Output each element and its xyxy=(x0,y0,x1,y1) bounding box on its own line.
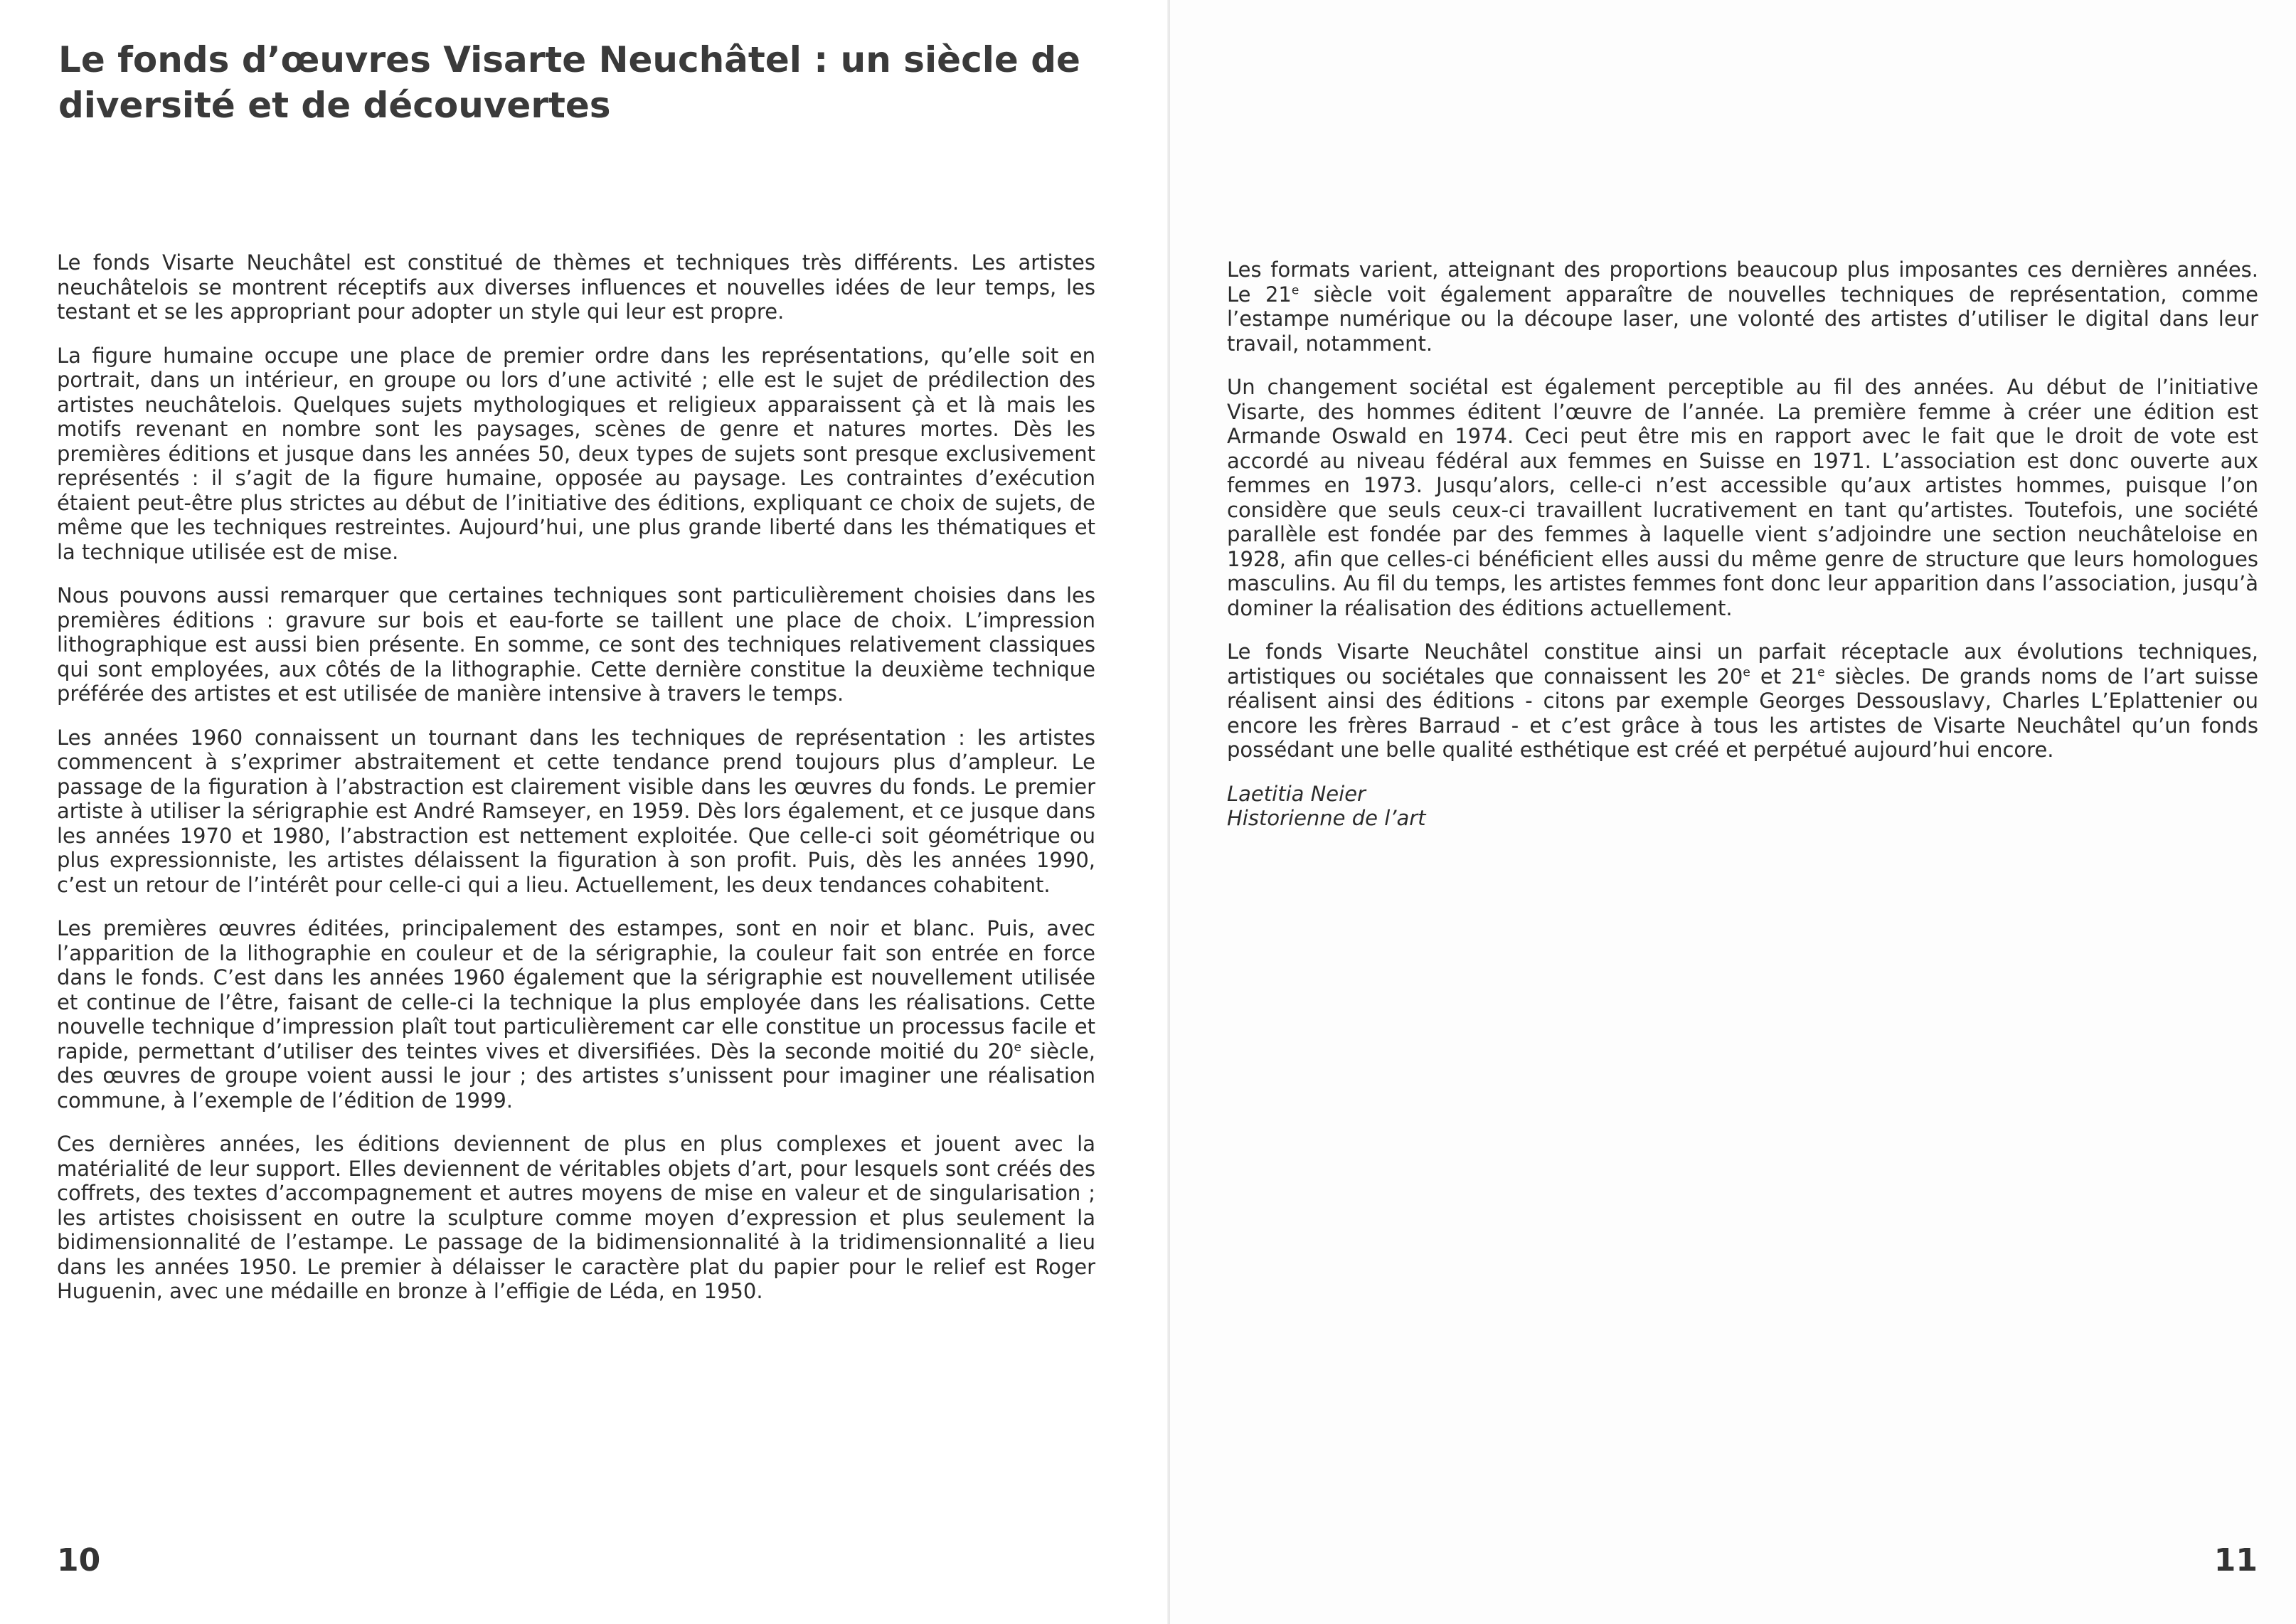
paragraph: Un changement sociétal est également perceptible au fil des années. Au début de l’initiative Visarte, des hommes éditent l’œuvre de l’année. La première femme à créer une édition est Armande Oswald en 1974. Ceci peut être mis en rapport avec le fait que le droit de vote est accordé au niveau fédéral aux femmes en Suisse en 1971. L’association est donc ouverte aux femmes en 1973. Jusqu’alors, celle-ci n’est accessible qu’aux artistes hommes, puisque l’on considère que seuls ceux-ci travaillent lucrativement en tant qu’artistes. Toutefois, une société parallèle est fondée par des femmes à laquelle vient s’adjoindre une section neuchâteloise en 1928, afin que celles-ci bénéficient elles aussi du même genre de structure que leurs homologues masculins. Au fil du temps, les artistes femmes font donc leur apparition dans l’association, jusqu’à dominer la réalisation des éditions actuellement. xyxy=(1227,375,2258,620)
page-title: Le fonds d’œuvres Visarte Neuchâtel : un siècle de diversité et de découvertes xyxy=(58,39,1080,126)
author-name: Laetitia Neier xyxy=(1227,781,1366,806)
author-role: Historienne de l’art xyxy=(1227,806,1426,830)
page-number: 11 xyxy=(2213,1542,2258,1578)
paragraph: La figure humaine occupe une place de premier ordre dans les représentations, qu’elle soit en portrait, dans un intérieur, en groupe ou lors d’une activité ; elle est le sujet de prédilection des artistes neuchâtelois. Quelques sujets mythologiques et religieux apparaissent çà et là mais les motifs revenant en nombre sont les paysages, scènes de genre et natures mortes. Dès les premières éditions et jusque dans les années 50, deux types de sujets sont presque exclusivement représentés : il s’agit de la figure humaine, opposée au paysage. Les contraintes d’exécution étaient peut-être plus strictes au début de l’initiative des éditions, expliquant ce choix de sujets, de même que les techniques restreintes. Aujourd’hui, une plus grande liberté dans les thématiques et la technique utilisée est de mise. xyxy=(57,343,1095,564)
paragraph: Les formats varient, atteignant des proportions beaucoup plus imposantes ces dernières années. Le 21e siècle voit également apparaître de nouvelles techniques de représentation, comme l’estampe numérique ou la découpe laser, une volonté des artistes d’utiliser le digital dans leur travail, notamment. xyxy=(1227,258,2258,356)
paragraph: Nous pouvons aussi remarquer que certaines techniques sont particulièrement choisies dans les premières éditions : gravure sur bois et eau-forte se taillent une place de choix. L’impression lithographique est aussi bien présente. En somme, ce sont des techniques relativement classiques qui sont employées, aux côtés de la lithographie. Cette dernière constitue la deuxième technique préférée des artistes et est utilisée de manière intensive à travers le temps. xyxy=(57,583,1095,706)
paragraph: Le fonds Visarte Neuchâtel est constitué de thèmes et techniques très différents. Les artistes neuchâtelois se montrent réceptifs aux diverses influences et nouvelles idées de leur temps, les testant et se les appropriant pour adopter un style qui leur est propre. xyxy=(57,250,1095,324)
right-page xyxy=(1170,0,2296,1624)
right-text-column xyxy=(1227,258,2258,831)
paragraph: Le fonds Visarte Neuchâtel constitue ainsi un parfait réceptacle aux évolutions techniques, artistiques ou sociétales que connaissent les 20e et 21e siècles. De grands noms de l’art suisse réalisent ainsi des éditions - citons par exemple Georges Dessouslavy, Charles L’Eplattenier ou encore les frères Barraud - et c’est grâce à tous les artistes de Visarte Neuchâtel qu’un fonds possédant une belle qualité esthétique est créé et perpétué aujourd’hui encore. xyxy=(1227,639,2258,762)
paragraph: Les années 1960 connaissent un tournant dans les techniques de représentation : les artistes commencent à s’exprimer abstraitement et cette tendance prend toujours plus d’ampleur. Le passage de la figuration à l’abstraction est clairement visible dans les œuvres du fonds. Le premier artiste à utiliser la sérigraphie est André Ramseyer, en 1959. Dès lors également, et ce jusque dans les années 1970 et 1980, l’abstraction est nettement exploitée. Que celle-ci soit géométrique ou plus expressionniste, les artistes délaissent la figuration à son profit. Puis, dès les années 1990, c’est un retour de l’intérêt pour celle-ci qui a lieu. Actuellement, les deux tendances cohabitent. xyxy=(57,725,1095,897)
paragraph: Les premières œuvres éditées, principalement des estampes, sont en noir et blanc. Puis, avec l’apparition de la lithographie en couleur et de la sérigraphie, la couleur fait son entrée en force dans le fonds. C’est dans les années 1960 également que la sérigraphie est nouvellement utilisée et continue de l’être, faisant de celle-ci la technique la plus employée dans les réalisations. Cette nouvelle technique d’impression plaît tout particulièrement car elle constitue un processus facile et rapide, permettant d’utiliser des teintes vives et diversifiées. Dès la seconde moitié du 20e siècle, des œuvres de groupe voient aussi le jour ; des artistes s’unissent pour imaginer une réalisation commune, à l’exemple de l’édition de 1999. xyxy=(57,916,1095,1113)
left-text-column xyxy=(57,250,1095,1323)
paragraph: Ces dernières années, les éditions deviennent de plus en plus complexes et jouent avec la matérialité de leur support. Elles deviennent de véritables objets d’art, pour lesquels sont créés des coffrets, des textes d’accompagnement et autres moyens de mise en valeur et de singularisation ; les artistes choisissent en outre la sculpture comme moyen d’expression et plus seulement la bidimensionnalité de l’estampe. Le passage de la bidimensionnalité à la tridimensionnalité a lieu dans les années 1950. Le premier à délaisser le caractère plat du papier pour le relief est Roger Huguenin, avec une médaille en bronze à l’effigie de Léda, en 1950. xyxy=(57,1132,1095,1303)
page-number: 10 xyxy=(57,1542,101,1578)
